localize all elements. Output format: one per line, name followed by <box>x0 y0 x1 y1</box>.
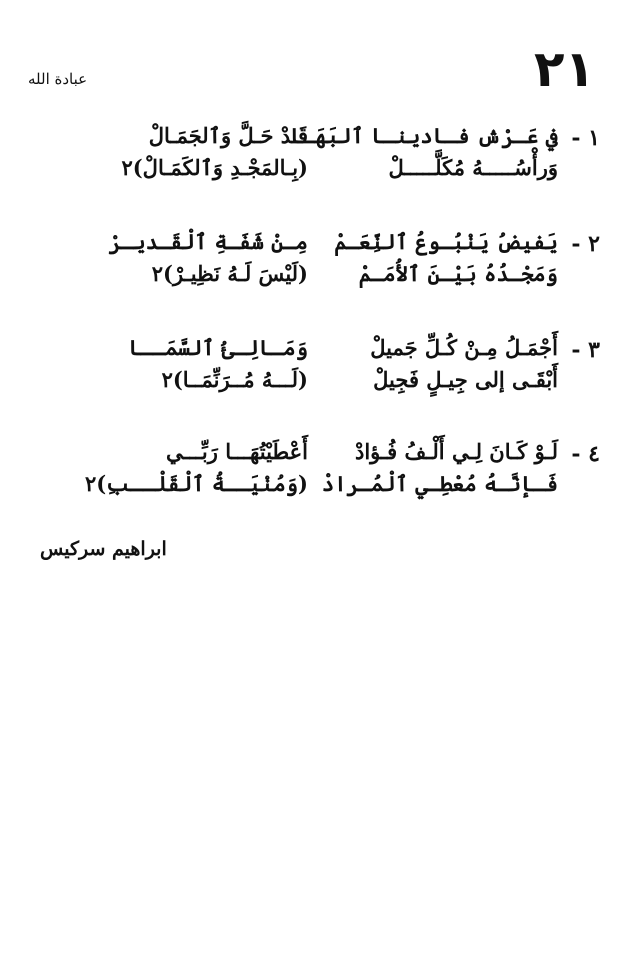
verse-line-left: أَعْطَيْتُهَـــا رَبِّـــي <box>165 439 308 464</box>
verse-line-left: (بِـالمَجْـدِ وَٱلكَمَـالْ)٢ <box>121 155 308 180</box>
verse-line-right: أَجْمَـلُ مِـنْ كُـلِّ جَميلْ <box>370 335 558 360</box>
book-title: عبادة الله <box>28 70 88 88</box>
verse-line-right: فَـإنَّـهُ مُعْطِـي ٱلْمُـرادْ <box>321 471 558 496</box>
verse-line-right: في عَـرْش فـادينـا ٱلبَهَـا <box>289 123 558 148</box>
verse-line-left: وَمَـالِـئُ ٱلسَّمَــا <box>128 335 308 360</box>
verse-line-right: وَرأْسُـــــهُ مُكَلَّـــــلْ <box>388 155 558 180</box>
verse-line-right: أَبْقَـى إلى جِيـلٍ فَجِيلْ <box>373 367 558 392</box>
stanza-number: ٤ - <box>571 441 600 467</box>
stanza-number: ١ - <box>571 125 600 151</box>
verse-line-right: وَمَجْـدُهُ بَيْـنَ ٱلأُمَـمْ <box>358 261 558 286</box>
stanza-1 <box>40 121 600 183</box>
verse-line-left: (لَيْسَ لَـهُ نَظِيـرْ)٢ <box>151 261 308 286</box>
stanza-3 <box>40 333 600 395</box>
verse-line-left: (لَـــهُ مُــرَنِّمَــا)٢ <box>161 367 308 392</box>
page-number: ٢١ <box>534 40 596 98</box>
stanza-2 <box>40 227 600 289</box>
stanza-4 <box>40 437 600 499</box>
verse-line-right: لَـوْ كَـانَ لِـي أَلْـفُ فُـؤادْ <box>354 439 558 464</box>
author-name: ابراهيم سركيس <box>40 538 167 560</box>
verse-line-left: قَـدْ حَـلَّ وَٱلجَمَـالْ <box>148 123 308 148</box>
verse-line-left: مِـنْ شَفَـةِ ٱلْقَـديـرْ <box>108 229 308 254</box>
stanza-number: ٣ - <box>571 337 600 363</box>
verse-line-right: يَفيضُ يَنْبُـوعُ ٱلنِّعَـمْ <box>334 229 558 254</box>
verse-line-left: (وَمُنْيَــةُ ٱلْقَلْــبِ)٢ <box>84 471 308 496</box>
stanza-number: ٢ - <box>571 231 600 257</box>
